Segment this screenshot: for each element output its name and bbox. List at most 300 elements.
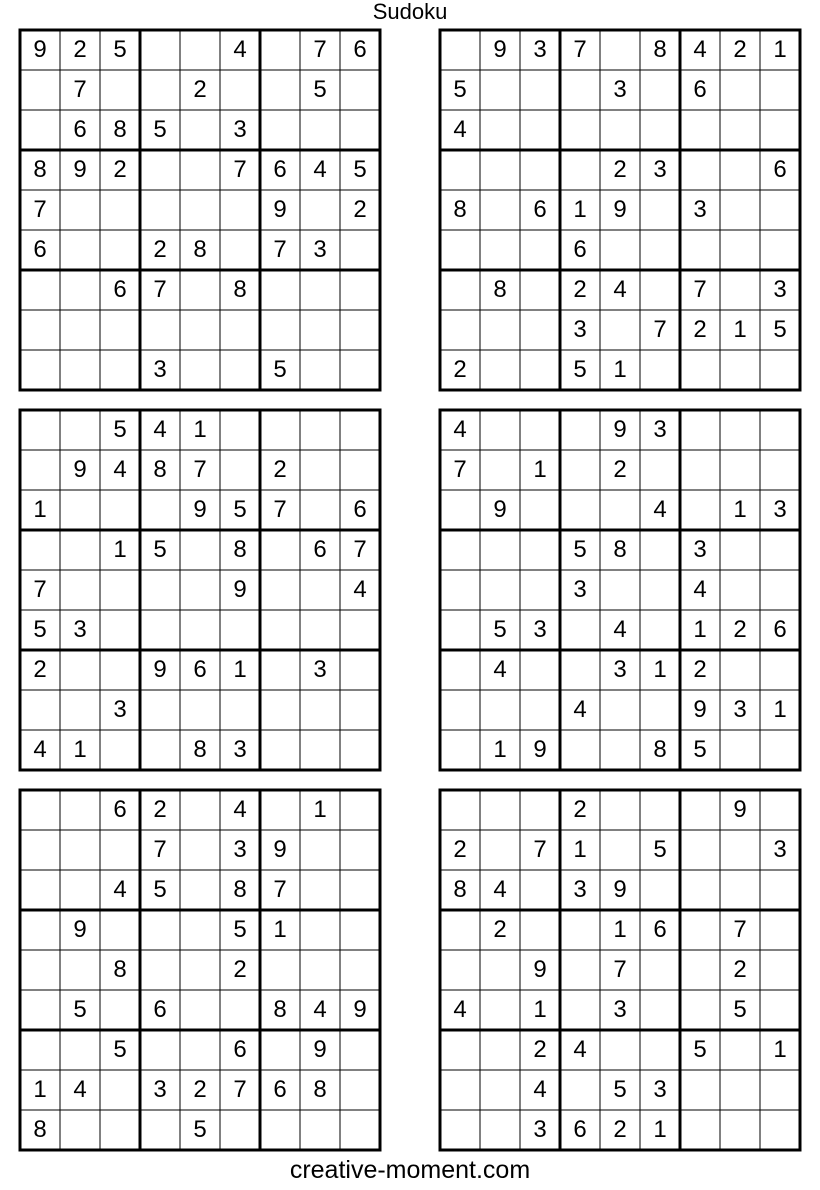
sudoku-cell[interactable]: 8 bbox=[233, 536, 247, 563]
sudoku-cell[interactable]: 7 bbox=[573, 36, 587, 63]
sudoku-cell[interactable] bbox=[260, 730, 300, 770]
sudoku-cell[interactable] bbox=[100, 610, 140, 650]
sudoku-cell[interactable]: 7 bbox=[233, 1076, 247, 1103]
sudoku-cell[interactable] bbox=[480, 1070, 520, 1110]
sudoku-cell[interactable]: 3 bbox=[773, 276, 787, 303]
sudoku-cell[interactable]: 4 bbox=[693, 576, 707, 603]
sudoku-cell[interactable] bbox=[100, 230, 140, 270]
sudoku-cell[interactable] bbox=[760, 650, 800, 690]
sudoku-cell[interactable]: 1 bbox=[533, 996, 547, 1023]
sudoku-cell[interactable] bbox=[340, 690, 380, 730]
sudoku-cell[interactable]: 6 bbox=[313, 536, 327, 563]
sudoku-cell[interactable]: 7 bbox=[33, 196, 47, 223]
sudoku-cell[interactable]: 9 bbox=[33, 36, 47, 63]
sudoku-cell[interactable] bbox=[340, 950, 380, 990]
sudoku-cell[interactable] bbox=[220, 410, 260, 450]
sudoku-cell[interactable] bbox=[100, 70, 140, 110]
sudoku-cell[interactable] bbox=[600, 110, 640, 150]
sudoku-cell[interactable] bbox=[480, 230, 520, 270]
sudoku-cell[interactable] bbox=[680, 230, 720, 270]
sudoku-cell[interactable]: 3 bbox=[233, 836, 247, 863]
sudoku-cell[interactable] bbox=[340, 110, 380, 150]
sudoku-cell[interactable] bbox=[340, 270, 380, 310]
sudoku-cell[interactable]: 3 bbox=[693, 536, 707, 563]
sudoku-cell[interactable] bbox=[60, 690, 100, 730]
sudoku-cell[interactable]: 5 bbox=[113, 416, 127, 443]
sudoku-cell[interactable]: 7 bbox=[73, 76, 87, 103]
sudoku-cell[interactable] bbox=[340, 730, 380, 770]
sudoku-cell[interactable] bbox=[220, 450, 260, 490]
sudoku-cell[interactable]: 2 bbox=[573, 276, 587, 303]
sudoku-cell[interactable] bbox=[560, 70, 600, 110]
sudoku-cell[interactable] bbox=[20, 310, 60, 350]
sudoku-cell[interactable] bbox=[440, 490, 480, 530]
sudoku-cell[interactable]: 3 bbox=[733, 696, 747, 723]
sudoku-cell[interactable] bbox=[520, 870, 560, 910]
sudoku-cell[interactable]: 6 bbox=[273, 156, 287, 183]
sudoku-cell[interactable] bbox=[480, 530, 520, 570]
sudoku-cell[interactable]: 8 bbox=[33, 156, 47, 183]
sudoku-cell[interactable]: 9 bbox=[733, 796, 747, 823]
sudoku-cell[interactable]: 6 bbox=[33, 236, 47, 263]
sudoku-cell[interactable]: 9 bbox=[493, 36, 507, 63]
sudoku-cell[interactable] bbox=[180, 830, 220, 870]
sudoku-cell[interactable]: 5 bbox=[453, 76, 467, 103]
sudoku-cell[interactable] bbox=[20, 990, 60, 1030]
sudoku-cell[interactable] bbox=[300, 350, 340, 390]
sudoku-cell[interactable] bbox=[20, 70, 60, 110]
sudoku-cell[interactable]: 3 bbox=[153, 1076, 167, 1103]
sudoku-cell[interactable]: 4 bbox=[653, 496, 667, 523]
sudoku-cell[interactable]: 9 bbox=[73, 916, 87, 943]
sudoku-cell[interactable] bbox=[20, 870, 60, 910]
sudoku-cell[interactable] bbox=[680, 410, 720, 450]
sudoku-cell[interactable] bbox=[520, 530, 560, 570]
sudoku-cell[interactable]: 8 bbox=[613, 536, 627, 563]
sudoku-cell[interactable]: 9 bbox=[273, 196, 287, 223]
sudoku-cell[interactable]: 1 bbox=[33, 496, 47, 523]
sudoku-cell[interactable] bbox=[440, 530, 480, 570]
sudoku-cell[interactable]: 2 bbox=[613, 156, 627, 183]
sudoku-cell[interactable]: 9 bbox=[193, 496, 207, 523]
sudoku-cell[interactable] bbox=[640, 190, 680, 230]
sudoku-cell[interactable]: 3 bbox=[573, 576, 587, 603]
sudoku-cell[interactable] bbox=[760, 410, 800, 450]
sudoku-cell[interactable] bbox=[100, 650, 140, 690]
sudoku-cell[interactable]: 8 bbox=[233, 876, 247, 903]
sudoku-cell[interactable] bbox=[760, 910, 800, 950]
sudoku-cell[interactable] bbox=[680, 870, 720, 910]
sudoku-cell[interactable] bbox=[640, 110, 680, 150]
sudoku-cell[interactable]: 2 bbox=[233, 956, 247, 983]
sudoku-cell[interactable] bbox=[760, 230, 800, 270]
sudoku-cell[interactable] bbox=[20, 530, 60, 570]
sudoku-cell[interactable] bbox=[640, 230, 680, 270]
sudoku-cell[interactable] bbox=[480, 690, 520, 730]
sudoku-cell[interactable] bbox=[140, 70, 180, 110]
sudoku-cell[interactable] bbox=[20, 950, 60, 990]
sudoku-cell[interactable] bbox=[440, 950, 480, 990]
sudoku-cell[interactable] bbox=[100, 1110, 140, 1150]
sudoku-cell[interactable] bbox=[100, 310, 140, 350]
sudoku-cell[interactable]: 1 bbox=[33, 1076, 47, 1103]
sudoku-cell[interactable] bbox=[560, 610, 600, 650]
sudoku-cell[interactable]: 8 bbox=[653, 36, 667, 63]
sudoku-cell[interactable] bbox=[60, 530, 100, 570]
sudoku-cell[interactable]: 9 bbox=[693, 696, 707, 723]
sudoku-cell[interactable]: 5 bbox=[273, 356, 287, 383]
sudoku-cell[interactable] bbox=[440, 1030, 480, 1070]
sudoku-cell[interactable] bbox=[180, 350, 220, 390]
sudoku-cell[interactable] bbox=[220, 350, 260, 390]
sudoku-cell[interactable]: 4 bbox=[573, 1036, 587, 1063]
sudoku-cell[interactable] bbox=[760, 70, 800, 110]
sudoku-cell[interactable] bbox=[480, 990, 520, 1030]
sudoku-cell[interactable]: 6 bbox=[353, 36, 367, 63]
sudoku-cell[interactable]: 4 bbox=[313, 996, 327, 1023]
sudoku-cell[interactable] bbox=[260, 1110, 300, 1150]
sudoku-cell[interactable]: 2 bbox=[33, 656, 47, 683]
sudoku-cell[interactable] bbox=[300, 570, 340, 610]
sudoku-cell[interactable] bbox=[480, 450, 520, 490]
sudoku-cell[interactable] bbox=[720, 650, 760, 690]
sudoku-cell[interactable]: 3 bbox=[653, 1076, 667, 1103]
sudoku-cell[interactable]: 8 bbox=[233, 276, 247, 303]
sudoku-cell[interactable]: 5 bbox=[573, 356, 587, 383]
sudoku-cell[interactable] bbox=[640, 1030, 680, 1070]
sudoku-cell[interactable]: 9 bbox=[533, 736, 547, 763]
sudoku-cell[interactable] bbox=[220, 190, 260, 230]
sudoku-cell[interactable] bbox=[60, 1030, 100, 1070]
sudoku-cell[interactable]: 5 bbox=[733, 996, 747, 1023]
sudoku-cell[interactable]: 2 bbox=[733, 616, 747, 643]
sudoku-cell[interactable]: 9 bbox=[493, 496, 507, 523]
sudoku-cell[interactable] bbox=[600, 30, 640, 70]
sudoku-cell[interactable] bbox=[480, 70, 520, 110]
sudoku-cell[interactable] bbox=[520, 570, 560, 610]
sudoku-cell[interactable] bbox=[480, 830, 520, 870]
sudoku-cell[interactable] bbox=[100, 1070, 140, 1110]
sudoku-cell[interactable] bbox=[680, 1110, 720, 1150]
sudoku-cell[interactable]: 5 bbox=[653, 836, 667, 863]
sudoku-cell[interactable] bbox=[260, 70, 300, 110]
sudoku-cell[interactable]: 3 bbox=[773, 836, 787, 863]
sudoku-cell[interactable]: 8 bbox=[153, 456, 167, 483]
sudoku-cell[interactable]: 1 bbox=[773, 696, 787, 723]
sudoku-cell[interactable] bbox=[480, 150, 520, 190]
sudoku-cell[interactable] bbox=[440, 690, 480, 730]
sudoku-cell[interactable] bbox=[220, 230, 260, 270]
sudoku-cell[interactable]: 7 bbox=[33, 576, 47, 603]
sudoku-cell[interactable] bbox=[600, 1030, 640, 1070]
sudoku-cell[interactable] bbox=[600, 690, 640, 730]
sudoku-cell[interactable] bbox=[180, 150, 220, 190]
sudoku-cell[interactable] bbox=[640, 610, 680, 650]
sudoku-cell[interactable]: 9 bbox=[233, 576, 247, 603]
sudoku-cell[interactable]: 3 bbox=[613, 76, 627, 103]
sudoku-cell[interactable] bbox=[60, 410, 100, 450]
sudoku-cell[interactable]: 1 bbox=[193, 416, 207, 443]
sudoku-cell[interactable]: 1 bbox=[273, 916, 287, 943]
sudoku-cell[interactable] bbox=[560, 450, 600, 490]
sudoku-cell[interactable] bbox=[480, 1110, 520, 1150]
sudoku-cell[interactable] bbox=[260, 30, 300, 70]
sudoku-cell[interactable]: 1 bbox=[113, 536, 127, 563]
sudoku-cell[interactable] bbox=[640, 570, 680, 610]
sudoku-cell[interactable]: 7 bbox=[353, 536, 367, 563]
sudoku-cell[interactable] bbox=[140, 730, 180, 770]
sudoku-cell[interactable] bbox=[20, 830, 60, 870]
sudoku-cell[interactable]: 4 bbox=[493, 876, 507, 903]
sudoku-cell[interactable] bbox=[560, 410, 600, 450]
sudoku-cell[interactable] bbox=[720, 190, 760, 230]
sudoku-cell[interactable]: 3 bbox=[313, 236, 327, 263]
sudoku-cell[interactable]: 5 bbox=[233, 916, 247, 943]
sudoku-cell[interactable]: 9 bbox=[73, 456, 87, 483]
sudoku-cell[interactable] bbox=[60, 950, 100, 990]
sudoku-cell[interactable] bbox=[260, 610, 300, 650]
sudoku-cell[interactable]: 2 bbox=[613, 456, 627, 483]
sudoku-cell[interactable]: 2 bbox=[453, 356, 467, 383]
sudoku-cell[interactable]: 8 bbox=[313, 1076, 327, 1103]
sudoku-cell[interactable] bbox=[640, 70, 680, 110]
sudoku-cell[interactable]: 7 bbox=[653, 316, 667, 343]
sudoku-cell[interactable] bbox=[720, 110, 760, 150]
sudoku-cell[interactable]: 3 bbox=[233, 116, 247, 143]
sudoku-cell[interactable] bbox=[600, 790, 640, 830]
sudoku-cell[interactable]: 6 bbox=[113, 276, 127, 303]
sudoku-cell[interactable] bbox=[180, 790, 220, 830]
sudoku-cell[interactable] bbox=[440, 790, 480, 830]
sudoku-cell[interactable]: 2 bbox=[533, 1036, 547, 1063]
sudoku-cell[interactable] bbox=[60, 270, 100, 310]
sudoku-cell[interactable] bbox=[440, 150, 480, 190]
sudoku-cell[interactable] bbox=[180, 950, 220, 990]
sudoku-cell[interactable]: 8 bbox=[193, 236, 207, 263]
sudoku-cell[interactable]: 2 bbox=[453, 836, 467, 863]
sudoku-cell[interactable] bbox=[640, 790, 680, 830]
sudoku-cell[interactable]: 2 bbox=[153, 236, 167, 263]
sudoku-cell[interactable] bbox=[180, 110, 220, 150]
sudoku-cell[interactable] bbox=[720, 270, 760, 310]
sudoku-cell[interactable]: 8 bbox=[193, 736, 207, 763]
sudoku-cell[interactable]: 6 bbox=[233, 1036, 247, 1063]
sudoku-cell[interactable] bbox=[340, 410, 380, 450]
sudoku-cell[interactable] bbox=[20, 690, 60, 730]
sudoku-cell[interactable]: 4 bbox=[233, 796, 247, 823]
sudoku-cell[interactable] bbox=[520, 150, 560, 190]
sudoku-cell[interactable] bbox=[480, 110, 520, 150]
sudoku-cell[interactable] bbox=[520, 110, 560, 150]
sudoku-cell[interactable]: 7 bbox=[613, 956, 627, 983]
sudoku-cell[interactable] bbox=[340, 650, 380, 690]
sudoku-cell[interactable] bbox=[300, 450, 340, 490]
sudoku-cell[interactable]: 6 bbox=[773, 156, 787, 183]
sudoku-cell[interactable] bbox=[260, 1030, 300, 1070]
sudoku-cell[interactable] bbox=[180, 310, 220, 350]
sudoku-cell[interactable] bbox=[680, 350, 720, 390]
sudoku-cell[interactable]: 2 bbox=[733, 956, 747, 983]
sudoku-cell[interactable] bbox=[480, 790, 520, 830]
sudoku-cell[interactable]: 6 bbox=[573, 1116, 587, 1143]
sudoku-cell[interactable]: 2 bbox=[193, 1076, 207, 1103]
sudoku-cell[interactable] bbox=[440, 570, 480, 610]
sudoku-cell[interactable] bbox=[60, 310, 100, 350]
sudoku-cell[interactable]: 8 bbox=[33, 1116, 47, 1143]
sudoku-cell[interactable] bbox=[100, 570, 140, 610]
sudoku-cell[interactable]: 8 bbox=[273, 996, 287, 1023]
sudoku-cell[interactable]: 7 bbox=[693, 276, 707, 303]
sudoku-cell[interactable]: 4 bbox=[313, 156, 327, 183]
sudoku-cell[interactable] bbox=[680, 150, 720, 190]
sudoku-cell[interactable]: 7 bbox=[273, 876, 287, 903]
sudoku-cell[interactable] bbox=[760, 790, 800, 830]
sudoku-cell[interactable] bbox=[140, 30, 180, 70]
sudoku-cell[interactable] bbox=[480, 310, 520, 350]
sudoku-cell[interactable] bbox=[300, 690, 340, 730]
sudoku-cell[interactable] bbox=[340, 610, 380, 650]
sudoku-cell[interactable]: 1 bbox=[693, 616, 707, 643]
sudoku-cell[interactable] bbox=[600, 570, 640, 610]
sudoku-cell[interactable] bbox=[20, 910, 60, 950]
sudoku-cell[interactable] bbox=[60, 490, 100, 530]
sudoku-cell[interactable] bbox=[760, 730, 800, 770]
sudoku-cell[interactable]: 3 bbox=[613, 996, 627, 1023]
sudoku-cell[interactable] bbox=[720, 230, 760, 270]
sudoku-cell[interactable] bbox=[520, 490, 560, 530]
sudoku-cell[interactable]: 1 bbox=[733, 496, 747, 523]
sudoku-cell[interactable] bbox=[60, 190, 100, 230]
sudoku-cell[interactable] bbox=[560, 990, 600, 1030]
sudoku-cell[interactable] bbox=[680, 830, 720, 870]
sudoku-cell[interactable] bbox=[760, 190, 800, 230]
sudoku-cell[interactable] bbox=[680, 450, 720, 490]
sudoku-cell[interactable]: 5 bbox=[693, 1036, 707, 1063]
sudoku-cell[interactable]: 1 bbox=[733, 316, 747, 343]
sudoku-cell[interactable]: 2 bbox=[493, 916, 507, 943]
sudoku-cell[interactable] bbox=[340, 1030, 380, 1070]
sudoku-cell[interactable]: 1 bbox=[573, 836, 587, 863]
sudoku-cell[interactable] bbox=[600, 230, 640, 270]
sudoku-cell[interactable]: 6 bbox=[573, 236, 587, 263]
sudoku-cell[interactable]: 3 bbox=[533, 1116, 547, 1143]
sudoku-cell[interactable]: 8 bbox=[113, 116, 127, 143]
sudoku-cell[interactable] bbox=[480, 190, 520, 230]
sudoku-cell[interactable] bbox=[260, 950, 300, 990]
sudoku-cell[interactable]: 6 bbox=[273, 1076, 287, 1103]
sudoku-cell[interactable] bbox=[140, 190, 180, 230]
sudoku-cell[interactable] bbox=[60, 570, 100, 610]
sudoku-cell[interactable]: 5 bbox=[113, 36, 127, 63]
sudoku-cell[interactable]: 5 bbox=[233, 496, 247, 523]
sudoku-cell[interactable]: 1 bbox=[493, 736, 507, 763]
sudoku-cell[interactable] bbox=[140, 950, 180, 990]
sudoku-cell[interactable] bbox=[480, 410, 520, 450]
sudoku-cell[interactable]: 1 bbox=[613, 916, 627, 943]
sudoku-cell[interactable]: 3 bbox=[113, 696, 127, 723]
sudoku-cell[interactable] bbox=[640, 270, 680, 310]
sudoku-cell[interactable] bbox=[720, 450, 760, 490]
sudoku-cell[interactable] bbox=[720, 150, 760, 190]
sudoku-cell[interactable] bbox=[100, 990, 140, 1030]
sudoku-cell[interactable] bbox=[180, 610, 220, 650]
sudoku-cell[interactable] bbox=[760, 1070, 800, 1110]
sudoku-cell[interactable]: 7 bbox=[273, 236, 287, 263]
sudoku-cell[interactable]: 5 bbox=[33, 616, 47, 643]
sudoku-cell[interactable] bbox=[340, 830, 380, 870]
sudoku-cell[interactable] bbox=[480, 1030, 520, 1070]
sudoku-cell[interactable]: 1 bbox=[653, 1116, 667, 1143]
sudoku-cell[interactable]: 9 bbox=[613, 196, 627, 223]
sudoku-cell[interactable]: 2 bbox=[733, 36, 747, 63]
sudoku-cell[interactable] bbox=[720, 1030, 760, 1070]
sudoku-cell[interactable]: 4 bbox=[153, 416, 167, 443]
sudoku-cell[interactable] bbox=[480, 570, 520, 610]
sudoku-cell[interactable]: 2 bbox=[573, 796, 587, 823]
sudoku-cell[interactable] bbox=[720, 1070, 760, 1110]
sudoku-cell[interactable] bbox=[720, 410, 760, 450]
sudoku-cell[interactable] bbox=[220, 690, 260, 730]
sudoku-cell[interactable] bbox=[300, 950, 340, 990]
sudoku-cell[interactable]: 3 bbox=[653, 416, 667, 443]
sudoku-cell[interactable] bbox=[600, 490, 640, 530]
sudoku-cell[interactable]: 2 bbox=[273, 456, 287, 483]
sudoku-cell[interactable]: 6 bbox=[193, 656, 207, 683]
sudoku-cell[interactable] bbox=[20, 350, 60, 390]
sudoku-cell[interactable]: 4 bbox=[613, 276, 627, 303]
sudoku-cell[interactable] bbox=[760, 870, 800, 910]
sudoku-cell[interactable] bbox=[100, 490, 140, 530]
sudoku-cell[interactable]: 5 bbox=[493, 616, 507, 643]
sudoku-cell[interactable]: 6 bbox=[153, 996, 167, 1023]
sudoku-cell[interactable] bbox=[760, 950, 800, 990]
sudoku-cell[interactable] bbox=[300, 270, 340, 310]
sudoku-cell[interactable]: 8 bbox=[493, 276, 507, 303]
sudoku-cell[interactable]: 5 bbox=[153, 116, 167, 143]
sudoku-cell[interactable] bbox=[440, 730, 480, 770]
sudoku-cell[interactable]: 4 bbox=[453, 116, 467, 143]
sudoku-cell[interactable] bbox=[260, 530, 300, 570]
sudoku-cell[interactable] bbox=[20, 1030, 60, 1070]
sudoku-cell[interactable]: 2 bbox=[73, 36, 87, 63]
sudoku-cell[interactable] bbox=[560, 650, 600, 690]
sudoku-cell[interactable] bbox=[180, 870, 220, 910]
sudoku-cell[interactable] bbox=[100, 910, 140, 950]
sudoku-cell[interactable]: 3 bbox=[73, 616, 87, 643]
sudoku-cell[interactable]: 3 bbox=[653, 156, 667, 183]
sudoku-cell[interactable] bbox=[140, 690, 180, 730]
sudoku-cell[interactable] bbox=[220, 70, 260, 110]
sudoku-cell[interactable] bbox=[760, 350, 800, 390]
sudoku-cell[interactable] bbox=[260, 310, 300, 350]
sudoku-cell[interactable] bbox=[480, 350, 520, 390]
sudoku-cell[interactable] bbox=[260, 650, 300, 690]
sudoku-cell[interactable] bbox=[180, 990, 220, 1030]
sudoku-cell[interactable]: 4 bbox=[453, 416, 467, 443]
sudoku-cell[interactable]: 1 bbox=[573, 196, 587, 223]
sudoku-cell[interactable] bbox=[140, 910, 180, 950]
sudoku-cell[interactable] bbox=[180, 270, 220, 310]
sudoku-cell[interactable]: 4 bbox=[533, 1076, 547, 1103]
sudoku-cell[interactable] bbox=[140, 1030, 180, 1070]
sudoku-cell[interactable] bbox=[340, 790, 380, 830]
sudoku-cell[interactable] bbox=[340, 450, 380, 490]
sudoku-cell[interactable] bbox=[720, 1110, 760, 1150]
sudoku-cell[interactable] bbox=[640, 950, 680, 990]
sudoku-cell[interactable]: 3 bbox=[533, 616, 547, 643]
sudoku-cell[interactable]: 6 bbox=[353, 496, 367, 523]
sudoku-cell[interactable]: 9 bbox=[273, 836, 287, 863]
